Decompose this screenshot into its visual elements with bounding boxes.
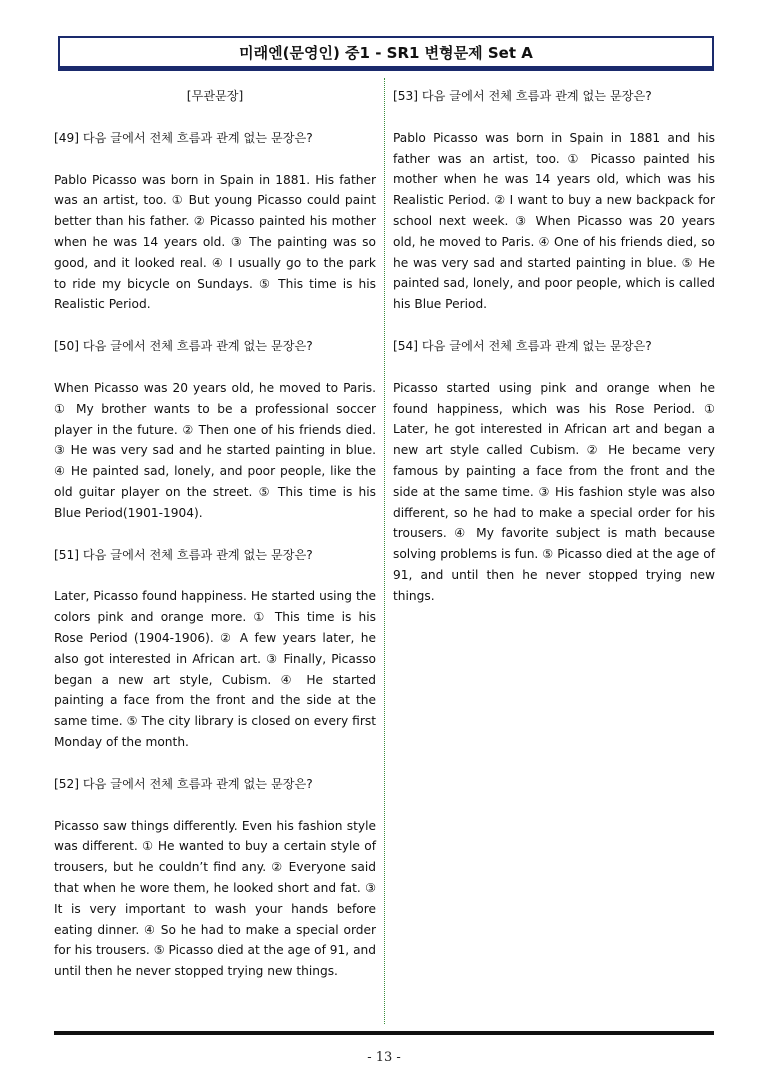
question-passage-54: Picasso started using pink and orange when he found happiness, which was his Rose Period. ① Later, he got interested in African art and began a new art style called Cubism. ② He became very famous by painting a face from the front and the side at the same time. ③ His fashion style was also different, so he had to make a special order for his trousers. ④ My favorite subject is math because solving problems is fun. ⑤ Picasso died at the age of 91, and until then he never stopped trying new things. [393,380,715,603]
question-prompt-52: [52] 다음 글에서 전체 흐름과 관계 없는 문장은? [54,776,313,791]
question-prompt-50: [50] 다음 글에서 전체 흐름과 관계 없는 문장은? [54,339,313,354]
column-divider [384,78,385,1024]
page-number: - 13 - [367,1050,401,1065]
question-passage-50: When Picasso was 20 years old, he moved to Paris. ① My brother wants to be a professional soccer player in the future. ② Then one of his friends died. ③ He was very sad and he started painting in blue. ④ He painted sad, lonely, and poor people, like the old guitar player on the street. ⑤ This time is his Blue Period(1901-1904). [54,380,376,520]
footer-rule [54,1031,714,1035]
question-passage-52: Picasso saw things differently. Even his fashion style was different. ① He wanted to buy a certain style of trousers, but he couldn’t find any. ② Everyone said that when he wore them, he looked short and fat. ③ It is very important to wash your hands before eating dinner. ④ So he had to make a special order for his trousers. ⑤ Picasso died at the age of 91, and until then he never stopped trying new things. [54,818,376,979]
question-prompt-51: [51] 다음 글에서 전체 흐름과 관계 없는 문장은? [54,547,313,562]
right-column [393,86,715,628]
question-prompt-53: [53] 다음 글에서 전체 흐름과 관계 없는 문장은? [393,89,652,103]
question-passage-49: Pablo Picasso was born in Spain in 1881. His father was an artist, too. ① But young Picasso could paint better than his father. ② Picasso painted his mother when he was 14 years old. ③ The painting was so good, and it looked real. ④ I usually go to the park to ride my bicycle on Sundays. ⑤ This time is his Realistic Period. [54,172,376,312]
section-title: [무관문장] [186,89,244,103]
question-prompt-54: [54] 다음 글에서 전체 흐름과 관계 없는 문장은? [393,338,652,353]
question-prompt-49: [49] 다음 글에서 전체 흐름과 관계 없는 문장은? [54,130,313,145]
left-column [54,86,376,1003]
question-passage-51: Later, Picasso found happiness. He started using the colors pink and orange more. ① This time is his Rose Period (1904-1906). ② A few years later, he also got interested in African art. ③ Finally, Picasso began a new art style, Cubism. ④ He started painting a face from the front and the side at the same time. ⑤ The city library is closed on every first Monday of the month. [54,589,376,749]
page-title: 미래엔(문영인) 중1 - SR1 변형문제 Set A [58,36,714,68]
question-passage-53: Pablo Picasso was born in Spain in 1881 and his father was an artist, too. ① Picasso painted his mother when he was 14 years old, which was his Realistic Period. ② I want to buy a new backpack for school next week. ③ When Picasso was 20 years old, he moved to Paris. ④ One of his friends died, so he was very sad and started painting in blue. ⑤ He painted sad, lonely, and poor people, which is called his Blue Period. [393,130,715,312]
